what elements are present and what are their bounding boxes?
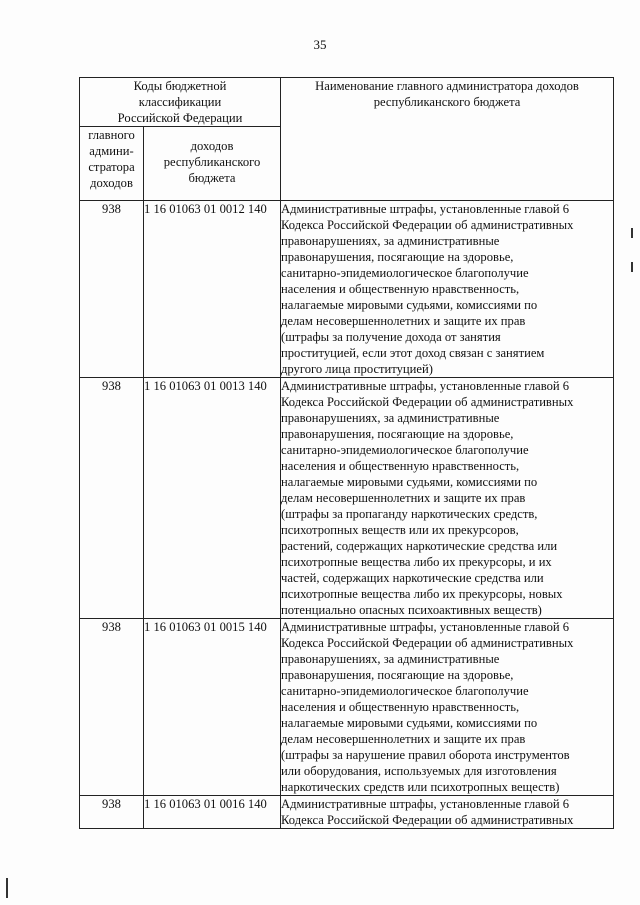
income-header-line: бюджета — [188, 171, 236, 185]
scan-edge-mark — [631, 228, 633, 238]
description-line: Административные штрафы, установленные главой 6 — [281, 202, 570, 216]
admin-code-cell: 938 — [80, 378, 144, 619]
admin-code-cell: 938 — [80, 201, 144, 378]
income-code-cell: 1 16 01063 01 0013 140 — [144, 378, 281, 619]
page-number: 35 — [313, 37, 327, 52]
description-line: населения и общественную нравственность, — [281, 459, 520, 473]
description-line: Административные штрафы, установленные главой 6 — [281, 797, 570, 811]
codes-group-line: Российской Федерации — [117, 111, 243, 125]
description-cell — [281, 796, 614, 829]
codes-group-line: классификации — [138, 95, 222, 109]
codes-group-line: Коды бюджетной — [133, 79, 227, 93]
description-line: санитарно-эпидемиологическое благополучие — [281, 684, 529, 698]
description-line: правонарушениях, за административные — [281, 652, 500, 666]
description-line: (штрафы за пропаганду наркотических средств, — [281, 507, 538, 521]
description-line: Административные штрафы, установленные главой 6 — [281, 379, 570, 393]
income-header-line: доходов — [190, 139, 234, 153]
description-line: санитарно-эпидемиологическое благополучие — [281, 443, 529, 457]
name-header-line: Наименование главного администратора доходов — [315, 79, 579, 93]
description-line: налагаемые мировыми судьями, комиссиями по — [281, 716, 538, 730]
table-row — [80, 201, 614, 378]
table-row — [80, 796, 614, 829]
admin-header-line: главного — [88, 128, 135, 142]
description-line: (штрафы за получение дохода от занятия — [281, 330, 501, 344]
description-line: правонарушениях, за административные — [281, 411, 500, 425]
table-row — [80, 619, 614, 796]
table-body — [80, 201, 614, 829]
description-line: Административные штрафы, установленные главой 6 — [281, 620, 570, 634]
admin-code-cell: 938 — [80, 619, 144, 796]
header-row-top — [80, 78, 614, 127]
description-line: Кодекса Российской Федерации об административных — [281, 395, 574, 409]
income-header-line: республиканского — [163, 155, 261, 169]
description-cell — [281, 378, 614, 619]
description-cell — [281, 201, 614, 378]
description-line: частей, содержащих наркотические средства или — [281, 571, 544, 585]
admin-header-line: стратора — [88, 160, 135, 174]
description-line: правонарушения, посягающие на здоровье, — [281, 668, 514, 682]
name-header-line: республиканского бюджета — [373, 95, 521, 109]
description-line: правонарушения, посягающие на здоровье, — [281, 427, 514, 441]
description-line: налагаемые мировыми судьями, комиссиями по — [281, 475, 538, 489]
description-line: делам несовершеннолетних и защите их прав — [281, 732, 526, 746]
description-line: (штрафы за нарушение правил оборота инструментов — [281, 748, 570, 762]
description-line: другого лица проституцией) — [281, 362, 433, 376]
description-line: проституцией, если этот доход связан с занятием — [281, 346, 545, 360]
description-line: наркотических средств или психотропных веществ) — [281, 780, 560, 794]
description-line: правонарушениях, за административные — [281, 234, 500, 248]
description-line: населения и общественную нравственность, — [281, 282, 520, 296]
description-line: психотропные вещества либо их прекурсоры, и их — [281, 555, 552, 569]
codes-group-header — [80, 78, 281, 127]
income-column-header — [144, 127, 281, 201]
description-line: Кодекса Российской Федерации об административных — [281, 218, 574, 232]
description-line: психотропные вещества либо их прекурсоры, новых — [281, 587, 563, 601]
name-column-header — [281, 78, 614, 201]
description-line: психотропных веществ или их прекурсоров, — [281, 523, 519, 537]
scan-edge-mark — [6, 878, 8, 898]
description-line: населения и общественную нравственность, — [281, 700, 520, 714]
income-code-cell: 1 16 01063 01 0016 140 — [144, 796, 281, 829]
scan-edge-mark — [631, 262, 633, 272]
description-line: потенциально опасных психоактивных веществ) — [281, 603, 542, 617]
income-code-cell: 1 16 01063 01 0015 140 — [144, 619, 281, 796]
admin-column-header — [80, 127, 144, 201]
description-line: Кодекса Российской Федерации об административных — [281, 636, 574, 650]
description-line: налагаемые мировыми судьями, комиссиями по — [281, 298, 538, 312]
description-line: Кодекса Российской Федерации об административных — [281, 813, 574, 827]
budget-codes-table — [79, 77, 614, 829]
income-code-cell: 1 16 01063 01 0012 140 — [144, 201, 281, 378]
admin-header-line: доходов — [90, 176, 133, 190]
admin-header-line: админи- — [89, 144, 134, 158]
description-line: делам несовершеннолетних и защите их прав — [281, 314, 526, 328]
description-line: делам несовершеннолетних и защите их прав — [281, 491, 526, 505]
description-line: правонарушения, посягающие на здоровье, — [281, 250, 514, 264]
admin-code-cell: 938 — [80, 796, 144, 829]
description-line: или оборудования, используемых для изготовления — [281, 764, 557, 778]
description-line: санитарно-эпидемиологическое благополучие — [281, 266, 529, 280]
table-row — [80, 378, 614, 619]
description-line: растений, содержащих наркотические средства или — [281, 539, 558, 553]
description-cell — [281, 619, 614, 796]
